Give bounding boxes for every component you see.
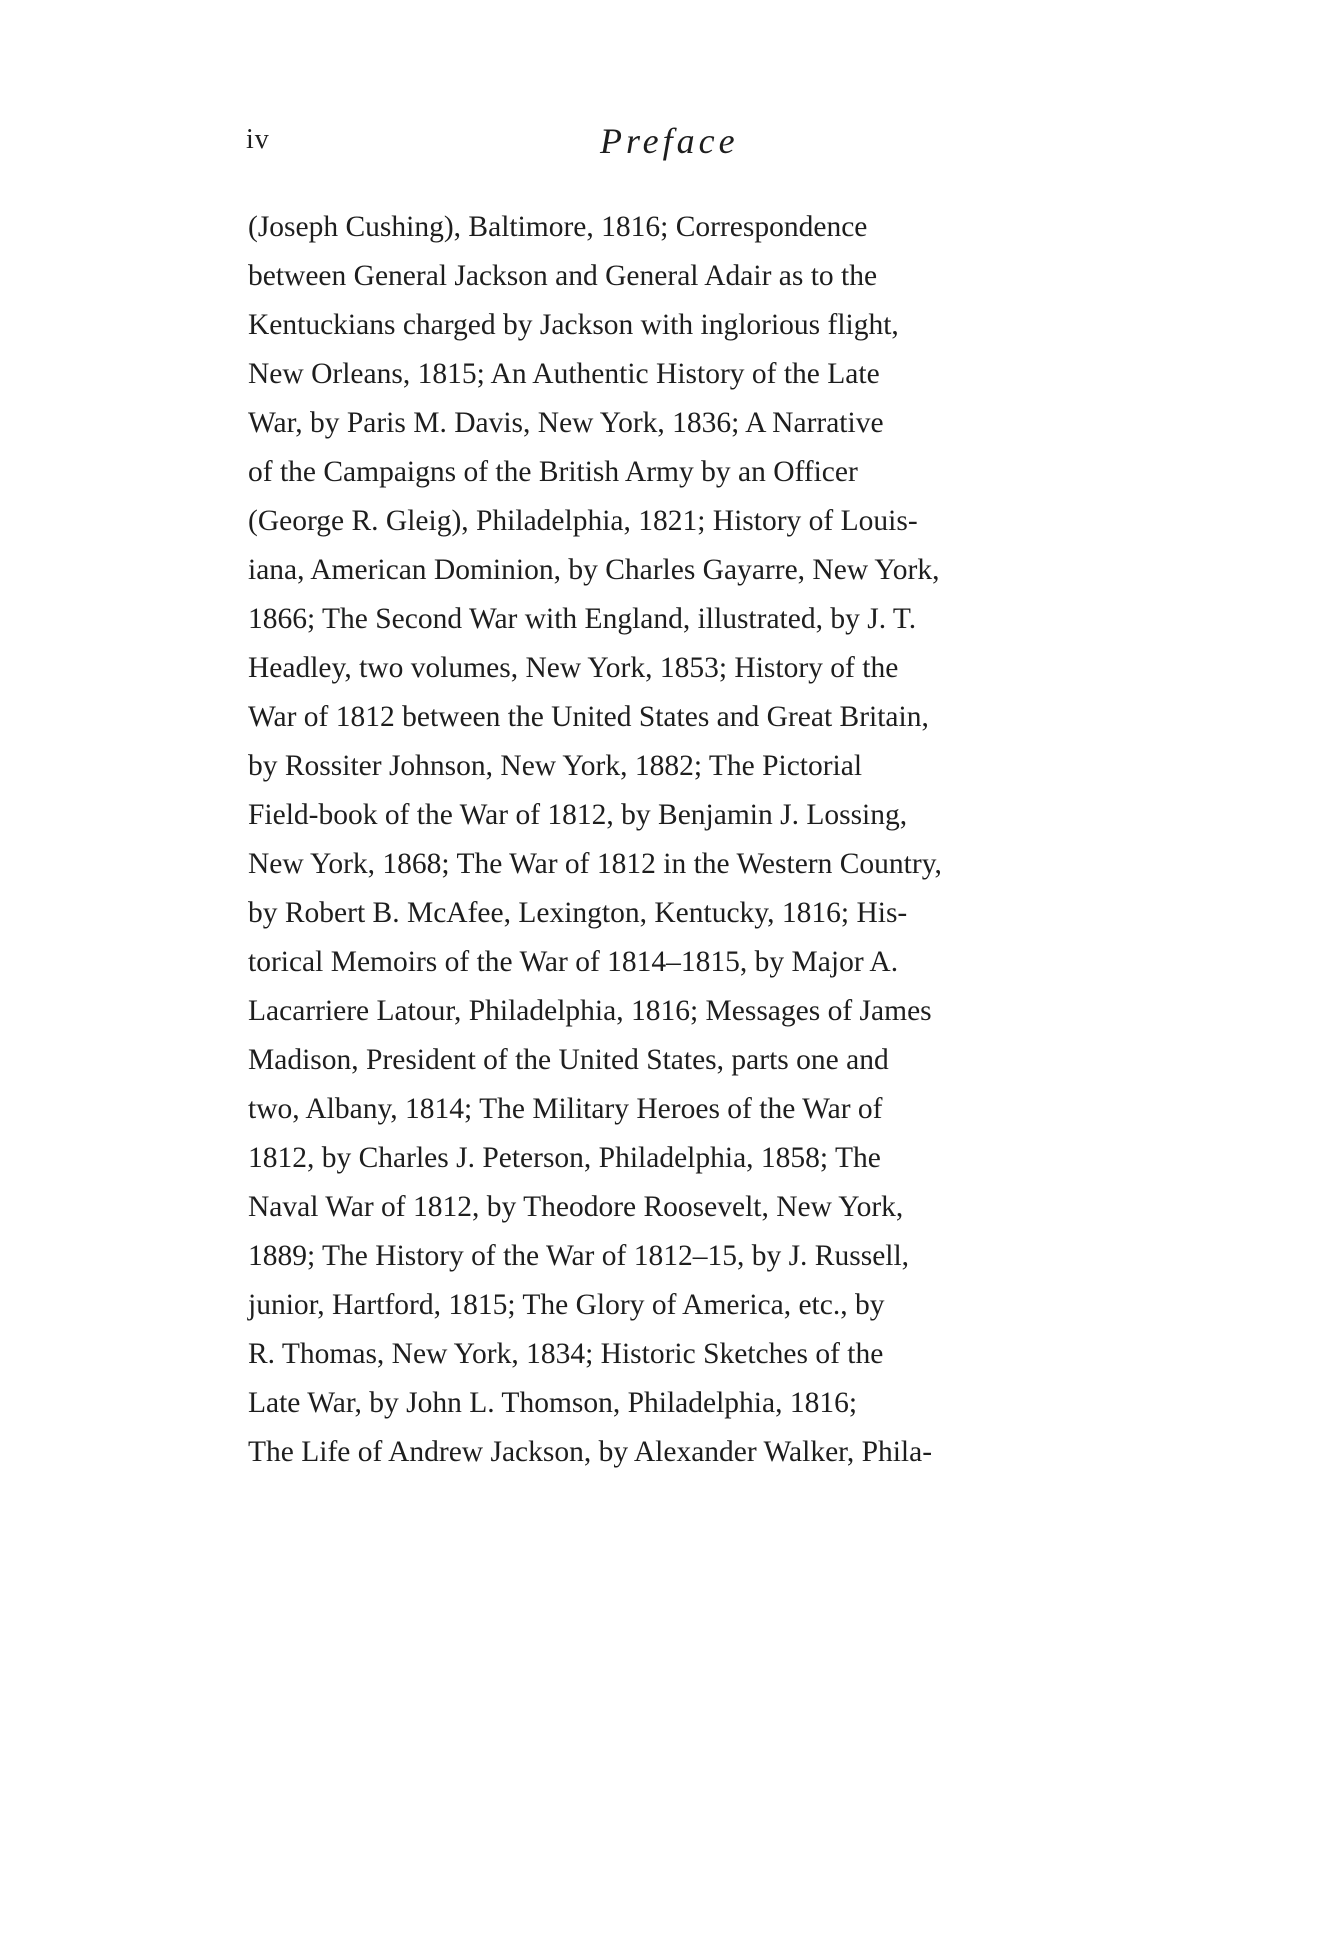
- text-line: (George R. Gleig), Philadelphia, 1821; History of Louis-: [248, 505, 918, 537]
- text-line: (Joseph Cushing), Baltimore, 1816; Correspondence: [248, 211, 868, 243]
- text-line: Madison, President of the United States, parts one and: [248, 1044, 889, 1076]
- page-number: iv: [246, 124, 270, 155]
- text-line: New Orleans, 1815; An Authentic History of the Late: [248, 358, 880, 390]
- text-line: War, by Paris M. Davis, New York, 1836; A Narrative: [248, 407, 884, 439]
- text-line: by Rossiter Johnson, New York, 1882; The Pictorial: [248, 750, 863, 782]
- preface-body-text: [248, 203, 1096, 1477]
- text-line: Late War, by John L. Thomson, Philadelphia, 1816;: [248, 1387, 858, 1419]
- text-line: Lacarriere Latour, Philadelphia, 1816; Messages of James: [248, 995, 932, 1027]
- text-line: junior, Hartford, 1815; The Glory of America, etc., by: [248, 1289, 885, 1321]
- text-line: of the Campaigns of the British Army by an Officer: [248, 456, 858, 488]
- text-line: two, Albany, 1814; The Military Heroes of the War of: [248, 1093, 883, 1125]
- text-line: Field-book of the War of 1812, by Benjamin J. Lossing,: [248, 799, 908, 831]
- text-line: War of 1812 between the United States and Great Britain,: [248, 701, 929, 733]
- text-line: between General Jackson and General Adair as to the: [248, 260, 878, 292]
- text-line: The Life of Andrew Jackson, by Alexander Walker, Phila-: [248, 1436, 933, 1468]
- text-line: R. Thomas, New York, 1834; Historic Sketches of the: [248, 1338, 884, 1370]
- text-line: 1866; The Second War with England, illustrated, by J. T.: [248, 603, 917, 635]
- text-line: Naval War of 1812, by Theodore Roosevelt, New York,: [248, 1191, 904, 1223]
- text-line: 1812, by Charles J. Peterson, Philadelphia, 1858; The: [248, 1142, 881, 1174]
- text-line: Kentuckians charged by Jackson with inglorious flight,: [248, 309, 899, 341]
- running-head-title: Preface: [600, 121, 739, 161]
- text-line: 1889; The History of the War of 1812–15, by J. Russell,: [248, 1240, 910, 1272]
- text-line: torical Memoirs of the War of 1814–1815, by Major A.: [248, 946, 899, 978]
- text-line: Headley, two volumes, New York, 1853; History of the: [248, 652, 899, 684]
- text-line: New York, 1868; The War of 1812 in the Western Country,: [248, 848, 942, 880]
- text-line: by Robert B. McAfee, Lexington, Kentucky, 1816; His-: [248, 897, 908, 929]
- text-line: iana, American Dominion, by Charles Gayarre, New York,: [248, 554, 940, 586]
